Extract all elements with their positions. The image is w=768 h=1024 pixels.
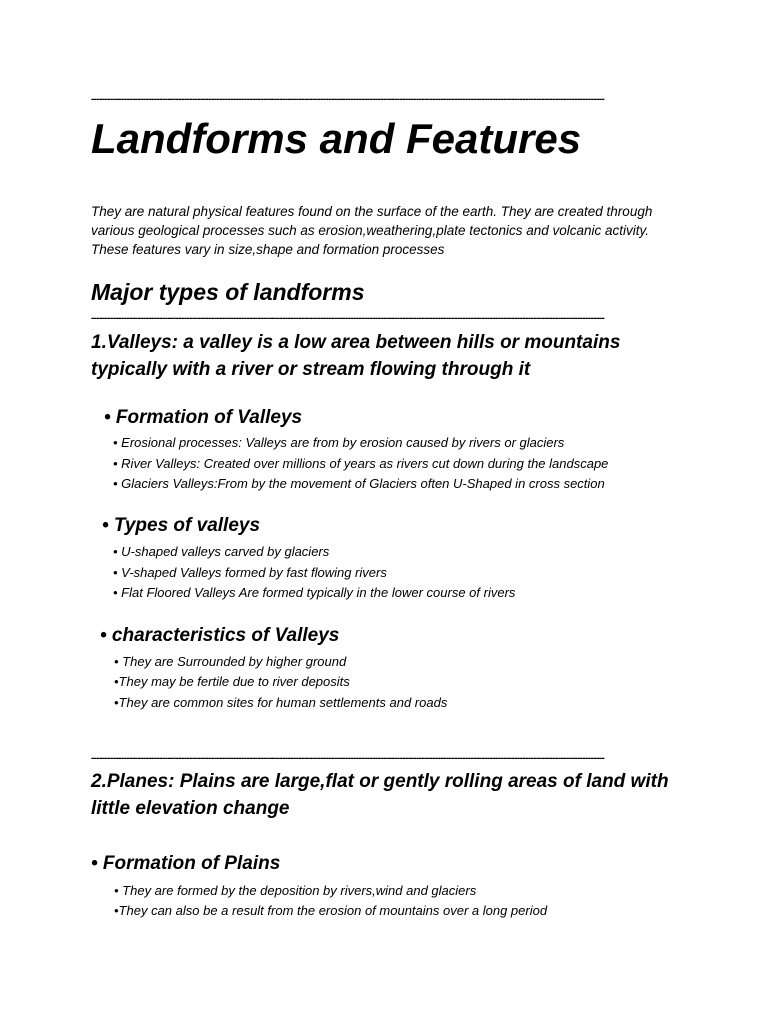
formation-of-plains-heading: • Formation of Plains xyxy=(91,853,281,874)
list-item: • U-shaped valleys carved by glaciers xyxy=(113,544,330,559)
list-item: •They are common sites for human settlements and roads xyxy=(114,695,448,710)
divider-line-major: -------------------------------------------------------------------------------------------------------------------------------------------------------------------------------------------- xyxy=(91,313,605,324)
major-types-heading: Major types of landforms xyxy=(91,279,365,305)
list-item: • River Valleys: Created over millions of years as rivers cut down during the landscape xyxy=(113,456,609,471)
intro-paragraph: They are natural physical features found on the surface of the earth. They are created through various geological processes such as erosion,weathering,plate tectonics and volcanic activity. These features vary in size,shape and formation processes xyxy=(91,204,653,257)
list-item: • They are Surrounded by higher ground xyxy=(114,654,347,669)
list-item: •They may be fertile due to river deposits xyxy=(114,674,350,689)
types-of-valleys-heading: • Types of valleys xyxy=(102,515,261,536)
list-item: • Flat Floored Valleys Are formed typically in the lower course of rivers xyxy=(113,585,516,600)
divider-line-plains: -------------------------------------------------------------------------------------------------------------------------------------------------------------------------------------------- xyxy=(91,753,605,764)
formation-of-valleys-heading: • Formation of Valleys xyxy=(104,407,303,428)
list-item: • V-shaped Valleys formed by fast flowing rivers xyxy=(113,565,387,580)
page-title: Landforms and Features xyxy=(91,115,582,162)
list-item: • Glaciers Valleys:From by the movement of Glaciers often U-Shaped in cross section xyxy=(113,476,605,491)
valleys-heading: 1.Valleys: a valley is a low area between hills or mountains typically with a river or stream flowing through it xyxy=(91,332,621,380)
plains-heading: 2.Planes: Plains are large,flat or gently rolling areas of land with little elevation change xyxy=(91,771,669,819)
list-item: • They are formed by the deposition by rivers,wind and glaciers xyxy=(114,883,477,898)
list-item: • Erosional processes: Valleys are from by erosion caused by rivers or glaciers xyxy=(113,435,565,450)
characteristics-of-valleys-heading: • characteristics of Valleys xyxy=(100,625,340,646)
divider-line-top: -------------------------------------------------------------------------------------------------------------------------------------------------------------------------------------------- xyxy=(91,94,605,105)
list-item: •They can also be a result from the erosion of mountains over a long period xyxy=(114,903,548,918)
